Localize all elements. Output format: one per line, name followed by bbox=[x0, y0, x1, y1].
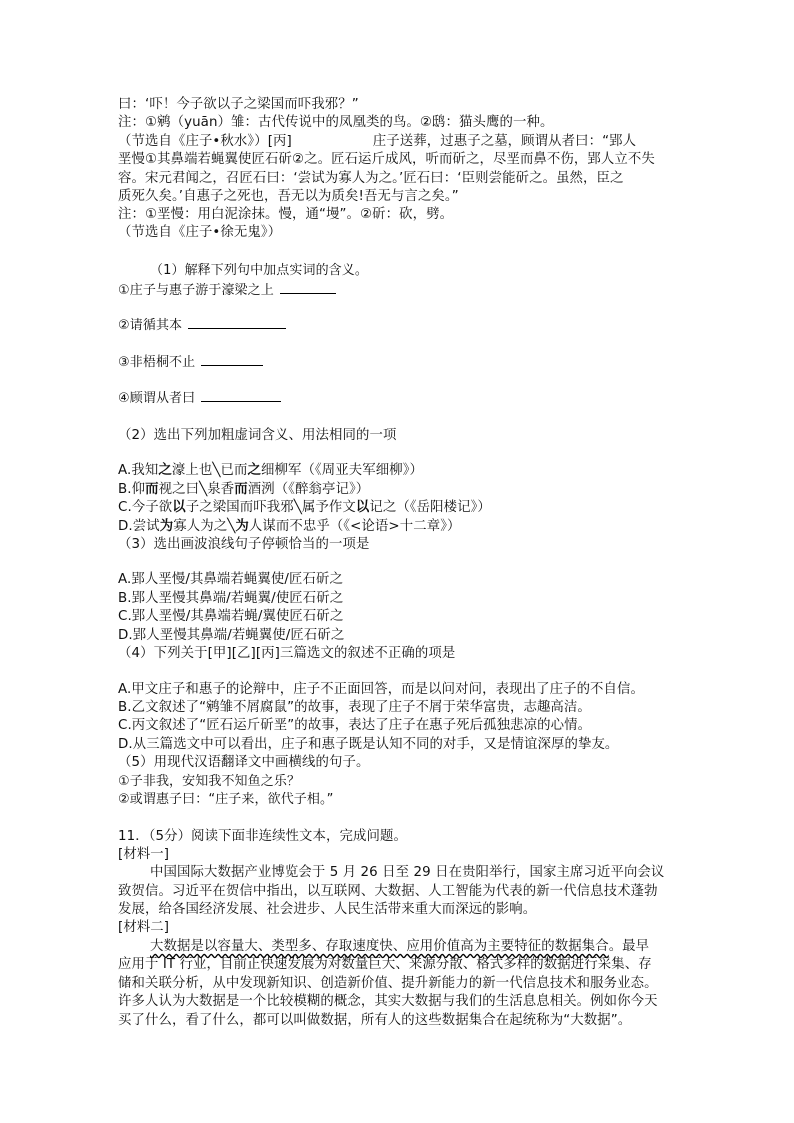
passage-source: （节选自《庄子•徐无鬼》） bbox=[118, 225, 282, 240]
question-3-option-a: A.郢人垩慢/其鼻端若蝇翼使/匠石斫之 bbox=[118, 572, 343, 587]
material-2-text: 许多人认为大数据是一个比较模糊的概念，其实大数据与我们的生活息息相关。例如你今天 bbox=[118, 994, 658, 1009]
wavy-underlined-text: 大数据是以容量大、类型多、存取速度快、应用价值高为主要特征的数据集合 bbox=[150, 939, 609, 954]
question-2-option-c: C.今子欲以子之梁国而吓我邪╲属予作文以记之（《岳阳楼记》） bbox=[118, 500, 491, 515]
question-1-item: ①庄子与惠子游于濠梁之上 bbox=[118, 281, 336, 300]
answer-blank[interactable] bbox=[201, 353, 263, 366]
question-3-option-b: B.郢人垩慢其鼻端/若蝇翼/使匠石斫之 bbox=[118, 591, 344, 606]
material-2-text: 应用于 IT 行业，目前正快速发展为对数量巨大、来源分散、格式多样的数据进行采集、存 bbox=[118, 957, 652, 972]
question-2-option-b: B.仰而视之曰╲泉香而酒洌（《醉翁亭记》） bbox=[118, 482, 370, 497]
passage-note: 注：①垩慢：用白泥涂抹。慢，通“墁”。②斫：砍，劈。 bbox=[118, 207, 454, 222]
question-11-title: 11．（5分）阅读下面非连续性文本，完成问题。 bbox=[118, 829, 407, 844]
question-3-title: （3）选出画波浪线句子停顿恰当的一项是 bbox=[118, 537, 370, 552]
question-2-option-a: A.我知之濠上也╲已而之细柳军（《周亚夫军细柳》） bbox=[118, 463, 423, 478]
material-2-text: 买了什么，看了什么，都可以叫做数据，所有人的这些数据集合在起统称为“大数据”。 bbox=[118, 1013, 632, 1028]
answer-blank[interactable] bbox=[201, 389, 281, 402]
material-2-label: [材料二] bbox=[118, 920, 170, 935]
material-2-text: 储和关联分析，从中发现新知识、创造新价值、提升新能力的新一代信息技术和服务业态。 bbox=[118, 976, 658, 991]
question-4-option-c: C.丙文叙述了“匠石运斤斫垩”的故事，表达了庄子在惠子死后孤独悲凉的心情。 bbox=[118, 718, 592, 733]
question-4-option-a: A.甲文庄子和惠子的论辩中，庄子不正面回答，而是以问对问，表现出了庄子的不自信。 bbox=[118, 682, 645, 697]
question-5-title: （5）用现代汉语翻译文中画横线的句子。 bbox=[118, 755, 370, 770]
question-5-item: ①子非我，安知我不知鱼之乐？ bbox=[118, 774, 301, 789]
answer-blank[interactable] bbox=[188, 316, 286, 329]
passage-line: 容。宋元君闻之，召匠石曰：‘尝试为寡人为之。’匠石曰：‘臣则尝能斫之。虽然，臣之 bbox=[118, 171, 624, 186]
question-1-title: （1）解释下列句中加点实词的含义。 bbox=[150, 263, 368, 278]
question-2-title: （2）选出下列加粗虚词含义、用法相同的一项 bbox=[118, 428, 397, 443]
passage-line: （节选自《庄子•秋水》）[丙] 庄子送葬，过惠子之墓，顾谓从者曰：“郢人 bbox=[118, 134, 637, 149]
passage-note: 注：①鹓（yuān）雏：古代传说中的凤凰类的鸟。②鸱：猫头鹰的一种。 bbox=[118, 115, 554, 130]
question-3-option-d: D.郢人垩慢其鼻端/若蝇翼使/匠石斫之 bbox=[118, 628, 345, 643]
material-1-label: [材料一] bbox=[118, 847, 170, 862]
question-4-option-b: B.乙文叙述了“鹓雏不屑腐鼠”的故事，表现了庄子不屑于荣华富贵，志趣高洁。 bbox=[118, 700, 591, 715]
question-1-item: ④顾谓从者曰 bbox=[118, 389, 281, 408]
question-4-title: （4）下列关于[甲][乙][丙]三篇选文的叙述不正确的项是 bbox=[118, 646, 456, 661]
material-1-text: 发展，给各国经济发展、社会进步、人民生活带来重大而深远的影响。 bbox=[118, 902, 537, 917]
question-5-item: ②或谓惠子曰：“庄子来，欲代子相。” bbox=[118, 792, 334, 807]
question-2-option-d: D.尝试为寡人为之╲为人谋而不忠乎（《<论语>十二章》） bbox=[118, 519, 461, 534]
passage-line: 曰：‘吓！今子欲以子之梁国而吓我邪？” bbox=[118, 97, 359, 112]
material-1-text: 中国国际大数据产业博览会于 5 月 26 日至 29 日在贵阳举行，国家主席习近平向会议 bbox=[150, 865, 665, 880]
material-2-text: 大数据是以容量大、类型多、存取速度快、应用价值高为主要特征的数据集合。最早 bbox=[150, 939, 650, 954]
passage-line: 垩慢①其鼻端若蝇翼使匠石斫②之。匠石运斤成风，听而斫之，尽垩而鼻不伤，郢人立不失 bbox=[118, 152, 655, 167]
question-3-option-c: C.郢人垩慢/其鼻端若蝇/翼使匠石斫之 bbox=[118, 609, 344, 624]
question-4-option-d: D.从三篇选文中可以看出，庄子和惠子既是认知不同的对手，又是情谊深厚的挚友。 bbox=[118, 737, 619, 752]
passage-line: 质死久矣。’自惠子之死也，吾无以为质矣!吾无与言之矣。” bbox=[118, 189, 459, 204]
question-1-item: ③非梧桐不止 bbox=[118, 353, 263, 372]
material-1-text: 致贺信。习近平在贺信中指出，以互联网、大数据、人工智能为代表的新一代信息技术蓬勃 bbox=[118, 884, 658, 899]
answer-blank[interactable] bbox=[280, 281, 336, 294]
question-1-item: ②请循其本 bbox=[118, 316, 286, 335]
